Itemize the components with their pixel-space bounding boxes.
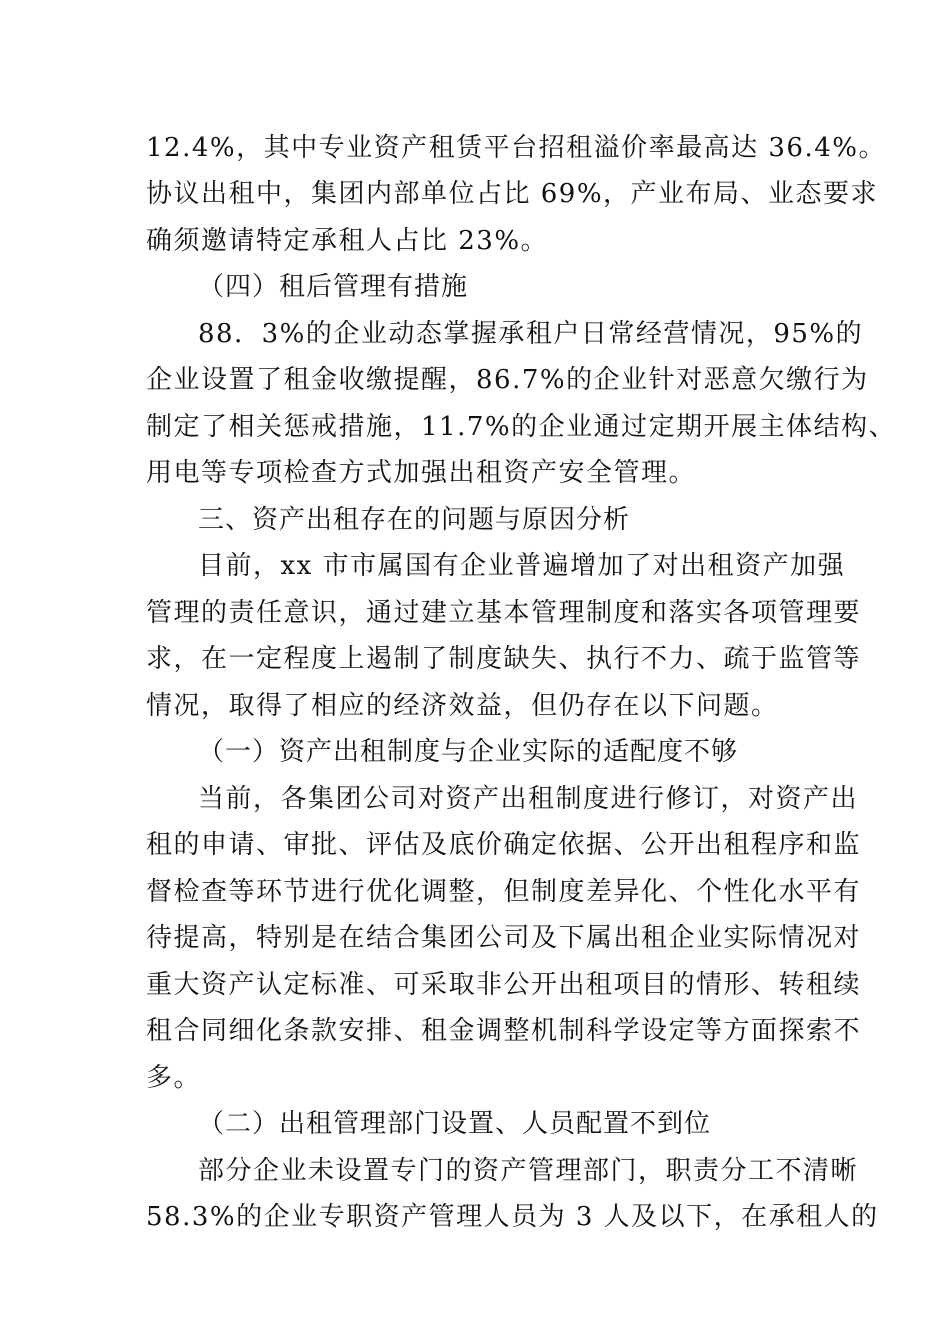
body-text-line: 协议出租中，集团内部单位占比 69%，产业布局、业态要求 [146, 179, 879, 209]
body-text-line: 58.3%的企业专职资产管理人员为 3 人及以下，在承租人的 [146, 1202, 879, 1232]
section-heading-4: （四）租后管理有措施 [198, 272, 469, 302]
body-text-line: 多。 [146, 1063, 202, 1093]
body-text-line: 待提高，特别是在结合集团公司及下属出租企业实际情况对 [146, 923, 862, 953]
body-text-line: 管理的责任意识，通过建立基本管理制度和落实各项管理要 [146, 598, 862, 628]
body-text-line: 租合同细化条款安排、租金调整机制科学设定等方面探索不 [146, 1016, 862, 1046]
body-text-line: 用电等专项检查方式加强出租资产安全管理。 [146, 458, 697, 488]
section-heading-2: （二）出租管理部门设置、人员配置不到位 [198, 1109, 712, 1139]
body-text-line: 确须邀请特定承租人占比 23%。 [146, 226, 549, 256]
body-text-line: 12.4%，其中专业资产租赁平台招租溢价率最高达 36.4%。 [146, 133, 886, 163]
paragraph-first-line: 88．3%的企业动态掌握承租户日常经营情况，95%的 [198, 319, 864, 349]
paragraph-first-line: 目前，xx 市市属国有企业普遍增加了对出租资产加强 [198, 551, 846, 581]
body-text-line: 重大资产认定标准、可采取非公开出租项目的情形、转租续 [146, 970, 862, 1000]
body-text-line: 制定了相关惩戒措施，11.7%的企业通过定期开展主体结构、 [146, 412, 897, 442]
body-text-line: 租的申请、审批、评估及底价确定依据、公开出租程序和监 [146, 830, 862, 860]
body-text-line: 求，在一定程度上遏制了制度缺失、执行不力、疏于监管等 [146, 644, 862, 674]
paragraph-first-line: 当前，各集团公司对资产出租制度进行修订，对资产出 [198, 784, 859, 814]
body-text-line: 企业设置了租金收缴提醒，86.7%的企业针对恶意欠缴行为 [146, 365, 869, 395]
body-text-line: 督检查等环节进行优化调整，但制度差异化、个性化水平有 [146, 877, 862, 907]
body-text-line: 情况，取得了相应的经济效益，但仍存在以下问题。 [146, 691, 779, 721]
chapter-heading-3: 三、资产出租存在的问题与原因分析 [198, 505, 631, 535]
section-heading-1: （一）资产出租制度与企业实际的适配度不够 [198, 737, 739, 767]
paragraph-first-line: 部分企业未设置专门的资产管理部门，职责分工不清晰 [198, 1156, 859, 1186]
